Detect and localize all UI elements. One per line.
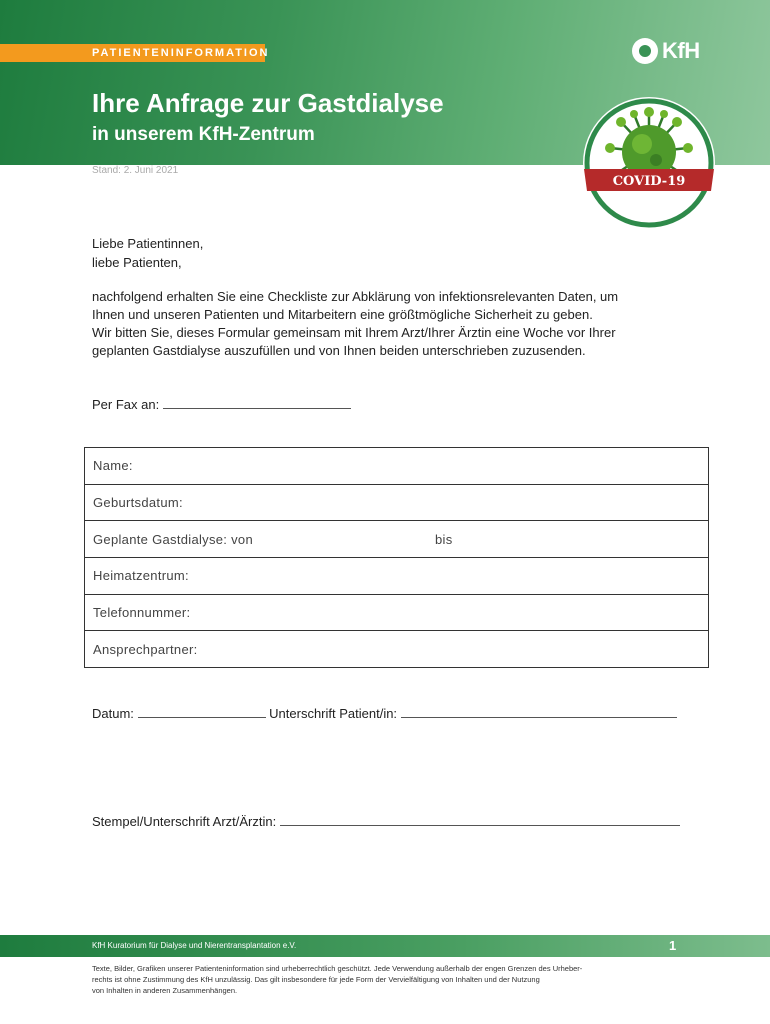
intro-line-3: Wir bitten Sie, dieses Formular gemeinsam mit Ihrem Arzt/Ihrer Ärztin eine Woche vor Ihrer xyxy=(92,325,616,340)
fax-label: Per Fax an: xyxy=(92,397,160,412)
page-number: 1 xyxy=(669,938,677,953)
covid-badge-text: COVID-19 xyxy=(612,174,686,189)
page-subtitle: in unserem KfH-Zentrum xyxy=(92,124,315,145)
contact-person-field[interactable] xyxy=(85,631,708,668)
document-date: Stand: 2. Juni 2021 xyxy=(92,165,179,176)
birthdate-label: Geburtsdatum: xyxy=(93,495,183,511)
phone-label: Telefonnummer: xyxy=(93,605,191,621)
home-center-label: Heimatzentrum: xyxy=(93,568,189,584)
salutation-line-2: liebe Patienten, xyxy=(92,255,182,270)
intro-line-4: geplanten Gastdialyse auszufüllen und von Ihnen beiden unterschrieben zuzusenden. xyxy=(92,343,586,358)
birthdate-field[interactable] xyxy=(85,485,708,522)
fax-number-field[interactable] xyxy=(163,396,351,409)
footer-organization: KfH Kuratorium für Dialyse und Nierentransplantation e.V. xyxy=(92,941,297,950)
doctor-signature-field[interactable] xyxy=(280,813,680,826)
intro-line-2: Ihnen und unseren Patienten und Mitarbeitern eine größtmögliche Sicherheit zu geben. xyxy=(92,307,593,322)
copyright-line-3: von Inhalten in anderen Zusammenhängen. xyxy=(92,986,238,995)
date-label: Datum: xyxy=(92,706,134,721)
salutation-line-1: Liebe Patientinnen, xyxy=(92,236,204,251)
covid-badge xyxy=(582,96,716,230)
until-label: bis xyxy=(435,531,453,547)
intro-paragraph xyxy=(92,288,692,360)
copyright-note xyxy=(92,963,652,996)
phone-field[interactable] xyxy=(85,595,708,632)
copyright-line-1: Texte, Bilder, Grafiken unserer Patienteninformation sind urheberrechtlich geschützt. Jede Verwendung außerhalb der engen Grenzen des Urheber- xyxy=(92,964,583,973)
planned-dialysis-label: Geplante Gastdialyse: von xyxy=(93,531,253,547)
copyright-line-2: rechts ist ohne Zustimmung des KfH unzulässig. Das gilt insbesondere für jede Form der Vervielfältigung von Inhalten und der Nutzung xyxy=(92,975,540,984)
patient-signature-row xyxy=(92,705,677,721)
contact-person-label: Ansprechpartner: xyxy=(93,642,198,658)
intro-line-1: nachfolgend erhalten Sie eine Checkliste zur Abklärung von infektionsrelevanten Daten, um xyxy=(92,289,619,304)
patient-signature-label: Unterschrift Patient/in: xyxy=(269,706,398,721)
patient-signature-field[interactable] xyxy=(401,705,677,718)
date-field[interactable] xyxy=(138,705,266,718)
name-field[interactable] xyxy=(85,448,708,485)
home-center-field[interactable] xyxy=(85,558,708,595)
page-title: Ihre Anfrage zur Gastdialyse xyxy=(92,88,444,118)
category-tag: PATIENTENINFORMATION xyxy=(0,44,265,62)
salutation xyxy=(92,234,203,272)
fax-row xyxy=(92,396,351,412)
patient-data-form xyxy=(84,447,709,668)
planned-dialysis-field[interactable] xyxy=(85,521,708,558)
kfh-logo xyxy=(632,38,700,64)
kfh-logo-icon xyxy=(632,38,658,64)
doctor-signature-label: Stempel/Unterschrift Arzt/Ärztin: xyxy=(92,814,277,829)
doctor-signature-row xyxy=(92,813,680,829)
kfh-logo-text: KfH xyxy=(662,38,700,63)
name-label: Name: xyxy=(93,458,133,474)
